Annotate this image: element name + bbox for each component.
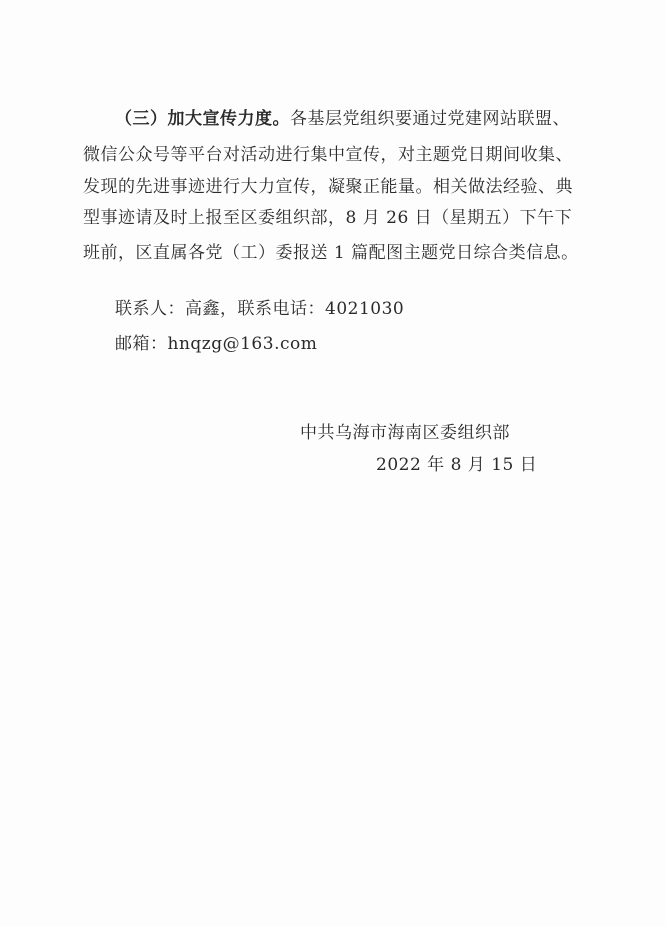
contact-person: 联系人：高鑫，联系电话：4021030	[115, 299, 405, 319]
signature-date: 2022 年 8 月 15 日	[376, 455, 538, 475]
paragraph-line	[115, 108, 570, 130]
signature-organization: 中共乌海市海南区委组织部	[300, 423, 510, 443]
paragraph-line: 型事迹请及时上报至区委组织部，8 月 26 日（星期五）下午下	[83, 208, 573, 228]
paragraph-text: 各基层党组织要通过党建网站联盟、	[290, 109, 570, 129]
section-heading: （三）加大宣传力度。	[115, 109, 290, 129]
paragraph-line: 班前，区直属各党（工）委报送 1 篇配图主题党日综合类信息。	[83, 243, 579, 263]
contact-email: 邮箱：hnqzg@163.com	[115, 334, 318, 354]
paragraph-line: 发现的先进事迹进行大力宣传，凝聚正能量。相关做法经验、典	[83, 177, 573, 197]
paragraph-line: 微信公众号等平台对活动进行集中宣传，对主题党日期间收集、	[83, 145, 573, 165]
